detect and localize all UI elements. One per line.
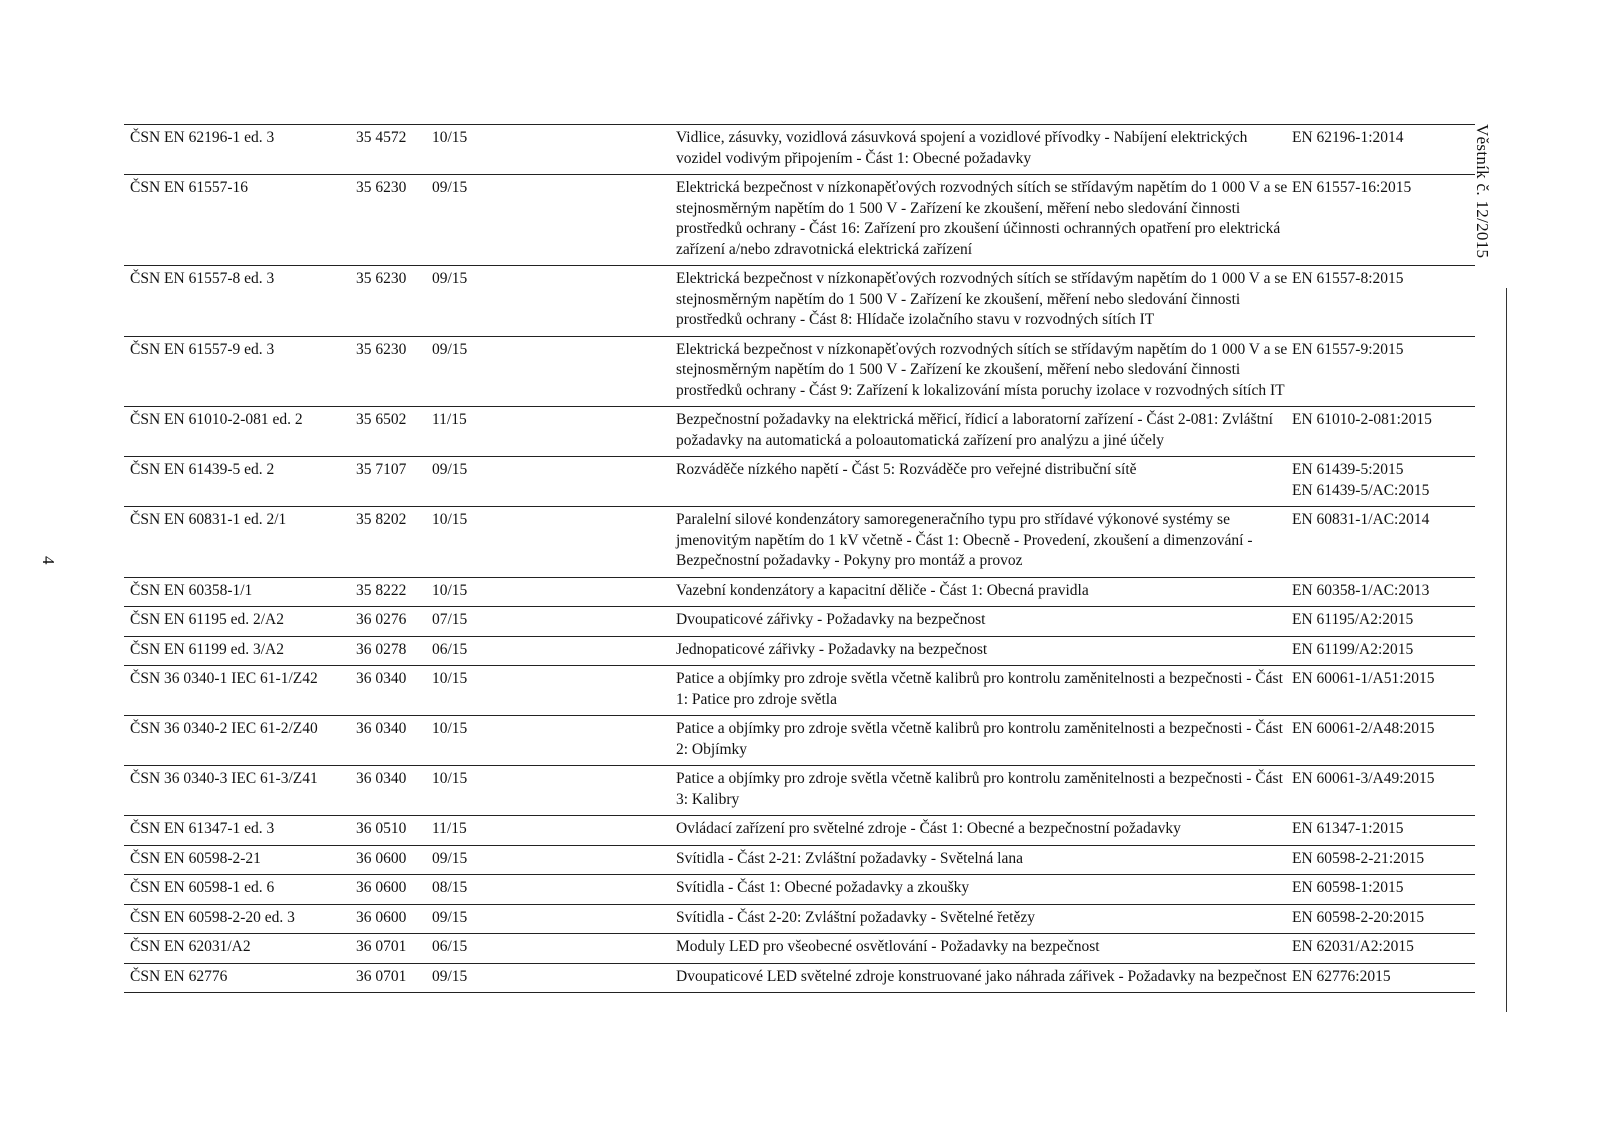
en-reference: EN 60061-3/A49:2015 (1292, 770, 1435, 787)
date-cell: 10/15 (432, 716, 676, 766)
standards-table-body (124, 125, 1475, 993)
en-reference: EN 60598-2-20:2015 (1292, 908, 1425, 926)
en-reference-cell (1292, 904, 1475, 934)
table-row (124, 266, 1475, 337)
date-cell: 10/15 (432, 125, 676, 175)
standard-number-cell: ČSN EN 62031/A2 (124, 934, 356, 964)
title-cell: Svítidla - Část 2-20: Zvláštní požadavky - Světelné řetězy (676, 904, 1292, 934)
en-reference-cell (1292, 125, 1475, 175)
en-reference-cell (1292, 636, 1475, 666)
table-row (124, 175, 1475, 266)
en-reference: EN 61557-8:2015 (1292, 270, 1404, 287)
date-cell: 06/15 (432, 636, 676, 666)
table-row (124, 716, 1475, 766)
en-reference-cell (1292, 607, 1475, 637)
en-reference: EN 60358-1/AC:2013 (1292, 581, 1430, 599)
table-row (124, 766, 1475, 816)
table-row (124, 407, 1475, 457)
title-cell: Bezpečnostní požadavky na elektrická měřicí, řídicí a laboratorní zařízení - Část 2-081: Zvláštní požadavky na automatická a poloautomatická zařízení pro analýzu a jiné účely (676, 407, 1292, 457)
classification-cell: 36 0340 (356, 766, 432, 816)
table-row (124, 934, 1475, 964)
table-row (124, 577, 1475, 607)
table-row (124, 507, 1475, 578)
standard-number-cell: ČSN EN 61199 ed. 3/A2 (124, 636, 356, 666)
standard-number-cell: ČSN EN 60598-2-20 ed. 3 (124, 904, 356, 934)
table-row (124, 875, 1475, 905)
en-reference-cell (1292, 175, 1475, 266)
date-cell: 10/15 (432, 577, 676, 607)
classification-cell: 35 6230 (356, 175, 432, 266)
classification-cell: 36 0600 (356, 845, 432, 875)
classification-cell: 36 0276 (356, 607, 432, 637)
standard-number-cell: ČSN EN 61347-1 ed. 3 (124, 816, 356, 846)
table-row (124, 666, 1475, 716)
en-reference: EN 60061-2/A48:2015 (1292, 720, 1435, 737)
date-cell: 10/15 (432, 666, 676, 716)
en-reference-cell (1292, 407, 1475, 457)
standard-number-cell: ČSN EN 60598-1 ed. 6 (124, 875, 356, 905)
standard-number-cell: ČSN EN 61557-16 (124, 175, 356, 266)
en-reference: EN 61439-5/AC:2015 (1292, 481, 1430, 499)
date-cell: 09/15 (432, 175, 676, 266)
en-reference-cell (1292, 716, 1475, 766)
title-cell: Ovládací zařízení pro světelné zdroje - Část 1: Obecné a bezpečnostní požadavky (676, 816, 1292, 846)
en-reference: EN 62196-1:2014 (1292, 129, 1404, 146)
classification-cell: 36 0510 (356, 816, 432, 846)
table-row (124, 963, 1475, 993)
bulletin-title: Věstník č. 12/2015 (1473, 124, 1492, 259)
title-cell: Svítidla - Část 1: Obecné požadavky a zkoušky (676, 875, 1292, 905)
standard-number-cell: ČSN EN 60358-1/1 (124, 577, 356, 607)
title-cell: Jednopaticové zářivky - Požadavky na bezpečnost (676, 636, 1292, 666)
title-cell: Dvoupaticové LED světelné zdroje konstruované jako náhrada zářivek - Požadavky na bezpečnost (676, 963, 1292, 993)
en-reference: EN 61557-9:2015 (1292, 340, 1404, 358)
en-reference-cell (1292, 816, 1475, 846)
date-cell: 08/15 (432, 875, 676, 905)
date-cell: 09/15 (432, 336, 676, 407)
en-reference-cell (1292, 963, 1475, 993)
date-cell: 07/15 (432, 607, 676, 637)
en-reference: EN 60598-2-21:2015 (1292, 849, 1425, 867)
classification-cell: 35 7107 (356, 457, 432, 507)
date-cell: 09/15 (432, 845, 676, 875)
table-row (124, 457, 1475, 507)
en-reference: EN 61195/A2:2015 (1292, 611, 1414, 628)
en-reference-cell (1292, 457, 1475, 507)
table-row (124, 636, 1475, 666)
title-cell: Elektrická bezpečnost v nízkonapěťových rozvodných sítích se střídavým napětím do 1 000 V a se stejnosměrným napětím do 1 500 V - Zařízení ke zkoušení, měření nebo sledování činnosti prostředků ochrany - Část 8: Hlídače izolačního stavu v rozvodných sítích IT (676, 266, 1292, 337)
classification-cell: 36 0278 (356, 636, 432, 666)
date-cell: 06/15 (432, 934, 676, 964)
table-row (124, 845, 1475, 875)
date-cell: 11/15 (432, 407, 676, 457)
standard-number-cell: ČSN EN 62196-1 ed. 3 (124, 125, 356, 175)
en-reference: EN 61557-16:2015 (1292, 179, 1412, 196)
table-row (124, 904, 1475, 934)
classification-cell: 36 0340 (356, 666, 432, 716)
en-reference-cell (1292, 766, 1475, 816)
date-cell: 11/15 (432, 816, 676, 846)
title-cell: Vidlice, zásuvky, vozidlová zásuvková spojení a vozidlové přívodky - Nabíjení elektrických vozidel vodivým připojením - Část 1: Obecné požadavky (676, 125, 1292, 175)
standard-number-cell: ČSN 36 0340-3 IEC 61-3/Z41 (124, 766, 356, 816)
standard-number-cell: ČSN 36 0340-1 IEC 61-1/Z42 (124, 666, 356, 716)
classification-cell: 36 0600 (356, 875, 432, 905)
classification-cell: 35 6502 (356, 407, 432, 457)
date-cell: 09/15 (432, 457, 676, 507)
en-reference: EN 61199/A2:2015 (1292, 640, 1414, 658)
classification-cell: 35 8222 (356, 577, 432, 607)
classification-cell: 35 6230 (356, 266, 432, 337)
standard-number-cell: ČSN EN 61557-9 ed. 3 (124, 336, 356, 407)
date-cell: 09/15 (432, 266, 676, 337)
title-cell: Rozváděče nízkého napětí - Část 5: Rozváděče pro veřejné distribuční sítě (676, 457, 1292, 507)
en-reference: EN 62031/A2:2015 (1292, 938, 1414, 955)
side-divider (1506, 288, 1507, 1012)
en-reference: EN 60831-1/AC:2014 (1292, 511, 1430, 528)
table-row (124, 607, 1475, 637)
standard-number-cell: ČSN EN 61195 ed. 2/A2 (124, 607, 356, 637)
title-cell: Paralelní silové kondenzátory samoregeneračního typu pro střídavé výkonové systémy se jmenovitým napětím do 1 kV včetně - Část 1: Obecně - Provedení, zkoušení a dimenzování - Bezpečnostní požadavky - Pokyny pro montáž a provoz (676, 507, 1292, 578)
title-cell: Svítidla - Část 2-21: Zvláštní požadavky - Světelná lana (676, 845, 1292, 875)
standard-number-cell: ČSN 36 0340-2 IEC 61-2/Z40 (124, 716, 356, 766)
date-cell: 09/15 (432, 904, 676, 934)
standard-number-cell: ČSN EN 61439-5 ed. 2 (124, 457, 356, 507)
en-reference-cell (1292, 577, 1475, 607)
en-reference-cell (1292, 507, 1475, 578)
table-row (124, 336, 1475, 407)
table-row (124, 816, 1475, 846)
en-reference: EN 62776:2015 (1292, 967, 1391, 985)
en-reference-cell (1292, 845, 1475, 875)
title-cell: Elektrická bezpečnost v nízkonapěťových rozvodných sítích se střídavým napětím do 1 000 V a se stejnosměrným napětím do 1 500 V - Zařízení ke zkoušení, měření nebo sledování činnosti prostředků ochrany - Část 9: Zařízení k lokalizování místa poruchy izolace v rozvodných sítích IT (676, 336, 1292, 407)
classification-cell: 36 0701 (356, 934, 432, 964)
page-number: 4 (39, 556, 58, 565)
title-cell: Dvoupaticové zářivky - Požadavky na bezpečnost (676, 607, 1292, 637)
table-row (124, 125, 1475, 175)
en-reference-cell (1292, 266, 1475, 337)
standard-number-cell: ČSN EN 62776 (124, 963, 356, 993)
date-cell: 09/15 (432, 963, 676, 993)
title-cell: Patice a objímky pro zdroje světla včetně kalibrů pro kontrolu zaměnitelnosti a bezpečnosti - Část 2: Objímky (676, 716, 1292, 766)
standard-number-cell: ČSN EN 61010-2-081 ed. 2 (124, 407, 356, 457)
en-reference-cell (1292, 666, 1475, 716)
classification-cell: 36 0701 (356, 963, 432, 993)
date-cell: 10/15 (432, 507, 676, 578)
en-reference: EN 61010-2-081:2015 (1292, 411, 1432, 428)
title-cell: Elektrická bezpečnost v nízkonapěťových rozvodných sítích se střídavým napětím do 1 000 V a se stejnosměrným napětím do 1 500 V - Zařízení ke zkoušení, měření nebo sledování činnosti prostředků ochrany - Část 16: Zařízení pro zkoušení účinnosti ochranných opatření pro elektrická zařízení a/nebo zdravotnická elektrická zařízení (676, 175, 1292, 266)
en-reference: EN 60598-1:2015 (1292, 879, 1404, 896)
classification-cell: 35 4572 (356, 125, 432, 175)
en-reference: EN 61439-5:2015 (1292, 461, 1404, 478)
classification-cell: 35 8202 (356, 507, 432, 578)
title-cell: Patice a objímky pro zdroje světla včetně kalibrů pro kontrolu zaměnitelnosti a bezpečnosti - Část 1: Patice pro zdroje světla (676, 666, 1292, 716)
standard-number-cell: ČSN EN 60598-2-21 (124, 845, 356, 875)
en-reference-cell (1292, 875, 1475, 905)
title-cell: Patice a objímky pro zdroje světla včetně kalibrů pro kontrolu zaměnitelnosti a bezpečnosti - Část 3: Kalibry (676, 766, 1292, 816)
standard-number-cell: ČSN EN 60831-1 ed. 2/1 (124, 507, 356, 578)
en-reference: EN 61347-1:2015 (1292, 820, 1404, 837)
classification-cell: 36 0340 (356, 716, 432, 766)
en-reference-cell (1292, 934, 1475, 964)
en-reference-cell (1292, 336, 1475, 407)
en-reference: EN 60061-1/A51:2015 (1292, 670, 1435, 687)
title-cell: Moduly LED pro všeobecné osvětlování - Požadavky na bezpečnost (676, 934, 1292, 964)
standards-table (124, 124, 1475, 993)
classification-cell: 36 0600 (356, 904, 432, 934)
date-cell: 10/15 (432, 766, 676, 816)
classification-cell: 35 6230 (356, 336, 432, 407)
standard-number-cell: ČSN EN 61557-8 ed. 3 (124, 266, 356, 337)
title-cell: Vazební kondenzátory a kapacitní děliče - Část 1: Obecná pravidla (676, 577, 1292, 607)
